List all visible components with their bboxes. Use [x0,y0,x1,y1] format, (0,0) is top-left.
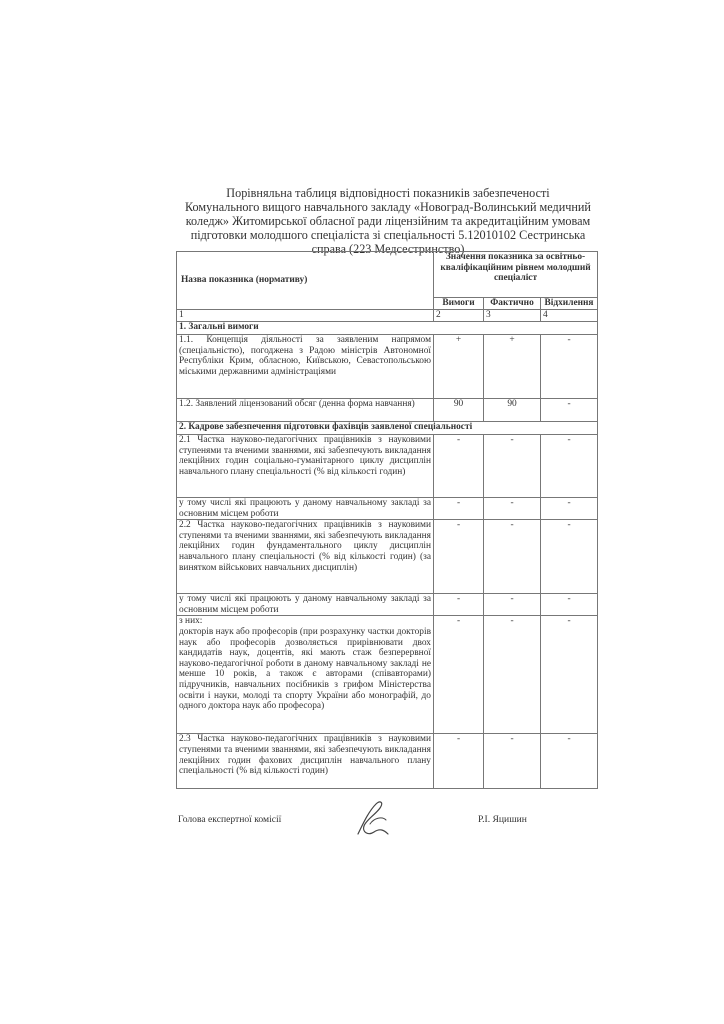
deviation-value: - [541,335,598,399]
column-number-row [177,310,598,322]
section-title: 2. Кадрове забезпечення підготовки фахівців заявленої спеціальності [177,422,598,435]
actual-value: + [484,335,541,399]
signatory-name: Р.І. Яцишин [478,814,527,825]
deviation-value: - [541,435,598,498]
indicator-name: 1.2. Заявлений ліцензований обсяг (денна форма навчання) [177,399,434,422]
header-requirements: Вимоги [434,298,484,310]
deviation-value: - [541,498,598,520]
indicator-name [177,616,434,734]
table-row [177,335,598,399]
actual-value: - [484,734,541,789]
deviation-value: - [541,616,598,734]
indicator-name: 2.2 Частка науково-педагогічних працівників з науковими ступенями та вченими званнями, які забезпечують викладання лекційних годин фундаментального циклу дисциплін навчального плану спеціальності (% від кількості годин) (за винятком військових навчальних дисциплін) [177,520,434,594]
table-row [177,616,598,734]
title-line: Комунального вищого навчального закладу «Новоград-Волинський медичний [185,200,591,214]
deviation-value: - [541,594,598,616]
indicator-name: 2.3 Частка науково-педагогічних працівників з науковими ступенями та вченими званнями, які забезпечують викладання лекційних годин фахових дисциплін навчального плану спеціальності (% від кількості годин) [177,734,434,789]
comparison-table [176,251,598,789]
title-line: Порівняльна таблиця відповідності показників забезпеченості [226,186,550,200]
actual-value: - [484,498,541,520]
requirement-value: + [434,335,484,399]
header-indicator-name: Назва показника (нормативу) [177,252,434,310]
deviation-value: - [541,734,598,789]
table-row [177,594,598,616]
table-row [177,435,598,498]
section-row [177,422,598,435]
document-title [178,186,598,256]
title-line: справа (223 Медсестринство) [311,242,465,256]
table-row [177,498,598,520]
header-actual: Фактично [484,298,541,310]
commission-head-label: Голова експертної комісії [178,814,282,825]
actual-value: - [484,616,541,734]
section-row [177,322,598,335]
actual-value: - [484,435,541,498]
indicator-name: у тому числі які працюють у даному навчальному закладі за основним місцем роботи [177,594,434,616]
title-line: коледж» Житомирської обласної ради ліцензійним та акредитаційним умовам [185,214,591,228]
table-row [177,734,598,789]
actual-value: - [484,520,541,594]
table-row [177,399,598,422]
requirement-value: - [434,520,484,594]
signature-icon [350,796,396,842]
indicator-text: докторів наук або професорів (при розрахунку частки докторів наук або професорів дозволяється прирівнювати двох кандидатів наук, доцентів, які мають стаж безперервної науково-педагогічної роботи в даному навчальному закладі не менше 10 років, а також є авторами (співавторами) підручників, навчальних посібників з грифом Міністерства освіти і науки, молоді та спорту України або монографій, до одного доктора наук або професора) [179,626,431,712]
requirement-value: 90 [434,399,484,422]
header-deviation: Відхилення [541,298,598,310]
actual-value: - [484,594,541,616]
requirement-value: - [434,594,484,616]
requirement-value: - [434,616,484,734]
title-line: підготовки молодшого спеціаліста зі спеціальності 5.12010102 Сестринська [190,228,586,242]
column-number: 4 [541,310,598,322]
table-row [177,520,598,594]
indicator-name: 2.1 Частка науково-педагогічних працівників з науковими ступенями та вченими званнями, які забезпечують викладання лекційних годин соціально-гуманітарного циклу дисциплін навчального плану спеціальності (% від кількості годин) [177,435,434,498]
deviation-value: - [541,399,598,422]
column-number: 3 [484,310,541,322]
indicator-name: у тому числі які працюють у даному навчальному закладі за основним місцем роботи [177,498,434,520]
indicator-lead: з них: [179,616,203,627]
section-title: 1. Загальні вимоги [177,322,598,335]
requirement-value: - [434,498,484,520]
column-number: 2 [434,310,484,322]
table-header-row [177,252,598,298]
requirement-value: - [434,734,484,789]
deviation-value: - [541,520,598,594]
indicator-name: 1.1. Концепція діяльності за заявленим напрямом (спеціальністю), погоджена з Радою міністрів Автономної Республіки Крим, обласною, Київською, Севастопольською міськими державними адміністраціями [177,335,434,399]
column-number: 1 [177,310,434,322]
actual-value: 90 [484,399,541,422]
requirement-value: - [434,435,484,498]
header-value-group: Значення показника за освітньо-кваліфікаційним рівнем молодший спеціаліст [434,252,598,298]
